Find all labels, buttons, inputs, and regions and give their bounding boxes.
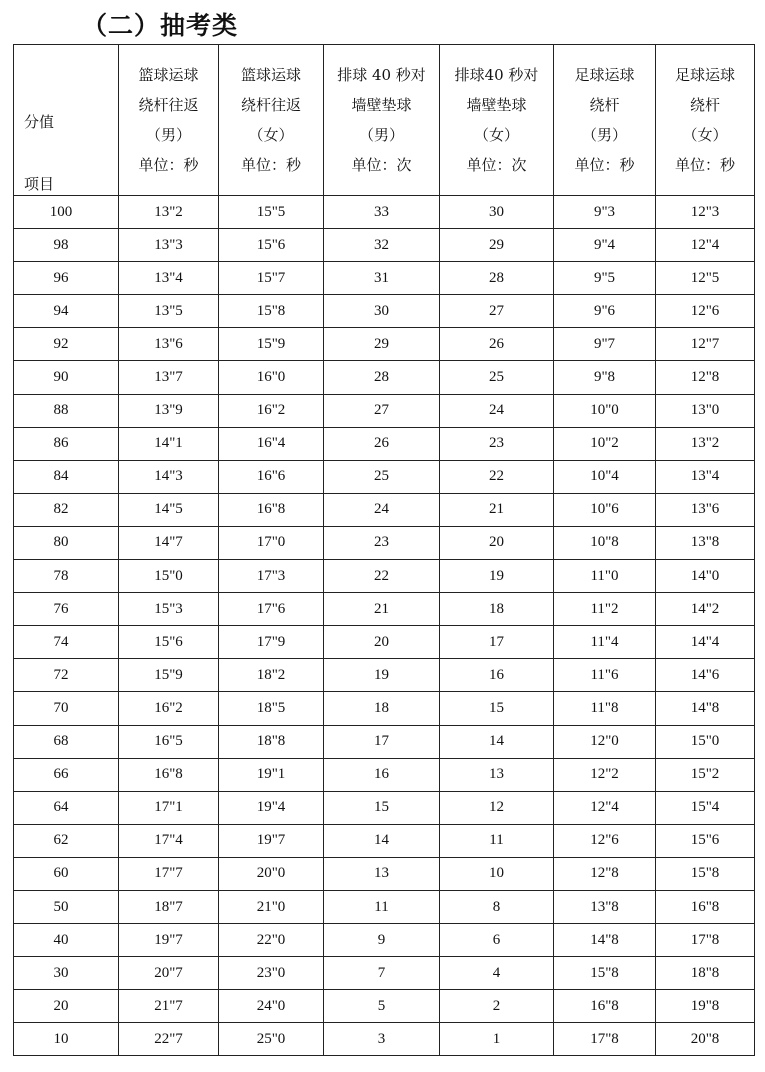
value-cell: 12"2 <box>554 758 656 791</box>
value-cell: 15"2 <box>656 758 755 791</box>
value-cell: 17"0 <box>219 526 324 559</box>
value-cell: 13 <box>324 857 440 890</box>
value-cell: 5 <box>324 990 440 1023</box>
value-cell: 11 <box>324 890 440 923</box>
column-header <box>219 45 324 196</box>
table-body <box>14 196 755 1056</box>
column-header-line: 足球运球 <box>674 66 735 84</box>
value-cell: 15"6 <box>119 626 219 659</box>
table-row <box>14 758 755 791</box>
value-cell: 9"6 <box>554 295 656 328</box>
value-cell: 13"9 <box>119 394 219 427</box>
value-cell: 16"6 <box>219 460 324 493</box>
column-header-line: 单位：秒 <box>138 156 199 174</box>
value-cell: 17"7 <box>119 857 219 890</box>
value-cell: 15"8 <box>219 295 324 328</box>
value-cell: 13"7 <box>119 361 219 394</box>
value-cell: 15 <box>440 692 554 725</box>
value-cell: 14 <box>440 725 554 758</box>
value-cell: 12"8 <box>656 361 755 394</box>
value-cell: 17"1 <box>119 791 219 824</box>
value-cell: 22"0 <box>219 924 324 957</box>
value-cell: 12"8 <box>554 857 656 890</box>
score-cell: 82 <box>14 493 119 526</box>
value-cell: 10 <box>440 857 554 890</box>
value-cell: 10"0 <box>554 394 656 427</box>
section-title: （二）抽考类 <box>82 11 239 40</box>
value-cell: 9"5 <box>554 262 656 295</box>
value-cell: 26 <box>440 328 554 361</box>
column-header-line: （男） <box>145 126 191 144</box>
table-row <box>14 791 755 824</box>
table-row <box>14 295 755 328</box>
value-cell: 20 <box>324 626 440 659</box>
value-cell: 13"8 <box>554 890 656 923</box>
score-cell: 94 <box>14 295 119 328</box>
value-cell: 4 <box>440 957 554 990</box>
value-cell: 15"6 <box>656 824 755 857</box>
column-header <box>119 45 219 196</box>
value-cell: 10"8 <box>554 526 656 559</box>
score-cell: 96 <box>14 262 119 295</box>
value-cell: 31 <box>324 262 440 295</box>
table-row <box>14 361 755 394</box>
table-row <box>14 229 755 262</box>
value-cell: 13"3 <box>119 229 219 262</box>
value-cell: 23 <box>324 526 440 559</box>
value-cell: 16 <box>440 659 554 692</box>
value-cell: 16"8 <box>554 990 656 1023</box>
value-cell: 19 <box>440 560 554 593</box>
value-cell: 12"7 <box>656 328 755 361</box>
value-cell: 19"7 <box>119 924 219 957</box>
value-cell: 11"2 <box>554 593 656 626</box>
score-cell: 98 <box>14 229 119 262</box>
value-cell: 17"9 <box>219 626 324 659</box>
value-cell: 14 <box>324 824 440 857</box>
value-cell: 13"5 <box>119 295 219 328</box>
value-cell: 16"8 <box>656 890 755 923</box>
value-cell: 9"3 <box>554 196 656 229</box>
value-cell: 28 <box>440 262 554 295</box>
value-cell: 11"0 <box>554 560 656 593</box>
value-cell: 16 <box>324 758 440 791</box>
value-cell: 9"7 <box>554 328 656 361</box>
score-cell: 78 <box>14 560 119 593</box>
score-cell: 66 <box>14 758 119 791</box>
column-header-line: 排球40 秒对 <box>454 66 539 84</box>
value-cell: 11"6 <box>554 659 656 692</box>
table-row <box>14 957 755 990</box>
value-cell: 21 <box>324 593 440 626</box>
value-cell: 30 <box>324 295 440 328</box>
value-cell: 23 <box>440 427 554 460</box>
table-row <box>14 990 755 1023</box>
score-cell: 10 <box>14 1023 119 1056</box>
score-cell: 50 <box>14 890 119 923</box>
table-row <box>14 890 755 923</box>
value-cell: 17"8 <box>554 1023 656 1056</box>
value-cell: 21 <box>440 493 554 526</box>
score-cell: 40 <box>14 924 119 957</box>
column-header-line: 单位：秒 <box>240 156 301 174</box>
value-cell: 1 <box>440 1023 554 1056</box>
column-header-line: 墙壁垫球 <box>351 96 412 114</box>
value-cell: 15"5 <box>219 196 324 229</box>
score-cell: 76 <box>14 593 119 626</box>
column-header-line: 篮球运球 <box>138 66 199 84</box>
value-cell: 13"2 <box>119 196 219 229</box>
value-cell: 29 <box>324 328 440 361</box>
value-cell: 25 <box>440 361 554 394</box>
value-cell: 14"8 <box>554 924 656 957</box>
score-cell: 30 <box>14 957 119 990</box>
table-row <box>14 824 755 857</box>
score-cell: 20 <box>14 990 119 1023</box>
value-cell: 16"0 <box>219 361 324 394</box>
value-cell: 15"8 <box>656 857 755 890</box>
column-header-line: （男） <box>358 126 404 144</box>
value-cell: 32 <box>324 229 440 262</box>
table-row <box>14 328 755 361</box>
column-header-line: 绕杆往返 <box>240 96 301 114</box>
column-header-line: 单位：次 <box>351 156 412 174</box>
column-header-line: 足球运球 <box>574 66 635 84</box>
value-cell: 10"6 <box>554 493 656 526</box>
corner-cell <box>14 45 119 196</box>
value-cell: 19"1 <box>219 758 324 791</box>
value-cell: 18"7 <box>119 890 219 923</box>
value-cell: 16"8 <box>219 493 324 526</box>
value-cell: 12"0 <box>554 725 656 758</box>
column-header-line: （女） <box>473 126 519 144</box>
table-row <box>14 924 755 957</box>
value-cell: 26 <box>324 427 440 460</box>
score-cell: 60 <box>14 857 119 890</box>
value-cell: 22 <box>324 560 440 593</box>
score-cell: 86 <box>14 427 119 460</box>
column-header <box>440 45 554 196</box>
value-cell: 14"2 <box>656 593 755 626</box>
value-cell: 13"8 <box>656 526 755 559</box>
value-cell: 24 <box>440 394 554 427</box>
value-cell: 24 <box>324 493 440 526</box>
column-header-line: 绕杆往返 <box>138 96 199 114</box>
value-cell: 18 <box>440 593 554 626</box>
table-row <box>14 692 755 725</box>
table-row <box>14 593 755 626</box>
value-cell: 18"2 <box>219 659 324 692</box>
value-cell: 18 <box>324 692 440 725</box>
value-cell: 17"8 <box>656 924 755 957</box>
value-cell: 15"9 <box>119 659 219 692</box>
value-cell: 8 <box>440 890 554 923</box>
score-cell: 64 <box>14 791 119 824</box>
table-row <box>14 626 755 659</box>
table-row <box>14 1023 755 1056</box>
value-cell: 15"0 <box>656 725 755 758</box>
value-cell: 13"4 <box>656 460 755 493</box>
value-cell: 16"8 <box>119 758 219 791</box>
value-cell: 13"0 <box>656 394 755 427</box>
value-cell: 2 <box>440 990 554 1023</box>
item-label: 项目 <box>24 175 55 193</box>
value-cell: 17 <box>324 725 440 758</box>
value-cell: 22"7 <box>119 1023 219 1056</box>
score-cell: 80 <box>14 526 119 559</box>
score-cell: 88 <box>14 394 119 427</box>
value-cell: 14"4 <box>656 626 755 659</box>
score-cell: 92 <box>14 328 119 361</box>
table-row <box>14 857 755 890</box>
value-cell: 11"4 <box>554 626 656 659</box>
value-cell: 14"0 <box>656 560 755 593</box>
value-cell: 3 <box>324 1023 440 1056</box>
column-header-line: 绕杆 <box>689 96 720 114</box>
score-cell: 100 <box>14 196 119 229</box>
table-row <box>14 394 755 427</box>
value-cell: 19"7 <box>219 824 324 857</box>
value-cell: 13"6 <box>656 493 755 526</box>
value-cell: 23"0 <box>219 957 324 990</box>
value-cell: 10"4 <box>554 460 656 493</box>
column-header-line: 墙壁垫球 <box>466 96 527 114</box>
table-row <box>14 196 755 229</box>
value-cell: 27 <box>324 394 440 427</box>
score-cell: 74 <box>14 626 119 659</box>
table-row <box>14 460 755 493</box>
score-cell: 62 <box>14 824 119 857</box>
score-cell: 72 <box>14 659 119 692</box>
header-row <box>14 45 755 196</box>
value-cell: 16"5 <box>119 725 219 758</box>
value-cell: 20 <box>440 526 554 559</box>
value-cell: 29 <box>440 229 554 262</box>
value-cell: 12"5 <box>656 262 755 295</box>
value-cell: 15"3 <box>119 593 219 626</box>
column-header <box>554 45 656 196</box>
column-header-line: 单位：秒 <box>574 156 635 174</box>
value-cell: 16"2 <box>119 692 219 725</box>
value-cell: 33 <box>324 196 440 229</box>
value-cell: 12 <box>440 791 554 824</box>
value-cell: 14"5 <box>119 493 219 526</box>
value-cell: 15"0 <box>119 560 219 593</box>
value-cell: 15"6 <box>219 229 324 262</box>
value-cell: 17"3 <box>219 560 324 593</box>
value-cell: 18"8 <box>219 725 324 758</box>
value-cell: 16"4 <box>219 427 324 460</box>
value-cell: 11 <box>440 824 554 857</box>
value-cell: 13"2 <box>656 427 755 460</box>
value-cell: 15"4 <box>656 791 755 824</box>
value-cell: 14"1 <box>119 427 219 460</box>
value-cell: 7 <box>324 957 440 990</box>
value-cell: 14"3 <box>119 460 219 493</box>
value-cell: 25"0 <box>219 1023 324 1056</box>
table-row <box>14 725 755 758</box>
score-label: 分值 <box>24 113 55 131</box>
value-cell: 13"4 <box>119 262 219 295</box>
score-cell: 84 <box>14 460 119 493</box>
column-header-line: 单位：次 <box>466 156 527 174</box>
value-cell: 15"9 <box>219 328 324 361</box>
value-cell: 18"5 <box>219 692 324 725</box>
value-cell: 25 <box>324 460 440 493</box>
value-cell: 17"4 <box>119 824 219 857</box>
value-cell: 6 <box>440 924 554 957</box>
column-header-line: 排球 40 秒对 <box>337 66 426 84</box>
table-row <box>14 427 755 460</box>
value-cell: 22 <box>440 460 554 493</box>
value-cell: 20"8 <box>656 1023 755 1056</box>
table-row <box>14 659 755 692</box>
value-cell: 27 <box>440 295 554 328</box>
value-cell: 19"8 <box>656 990 755 1023</box>
value-cell: 20"0 <box>219 857 324 890</box>
value-cell: 12"3 <box>656 196 755 229</box>
score-cell: 68 <box>14 725 119 758</box>
value-cell: 15 <box>324 791 440 824</box>
column-header <box>324 45 440 196</box>
value-cell: 19 <box>324 659 440 692</box>
column-header-line: （男） <box>581 126 627 144</box>
value-cell: 14"7 <box>119 526 219 559</box>
value-cell: 12"4 <box>656 229 755 262</box>
table-row <box>14 560 755 593</box>
value-cell: 14"8 <box>656 692 755 725</box>
value-cell: 9"4 <box>554 229 656 262</box>
value-cell: 10"2 <box>554 427 656 460</box>
value-cell: 11"8 <box>554 692 656 725</box>
value-cell: 13"6 <box>119 328 219 361</box>
value-cell: 9"8 <box>554 361 656 394</box>
column-header-line: （女） <box>248 126 294 144</box>
score-cell: 70 <box>14 692 119 725</box>
value-cell: 15"8 <box>554 957 656 990</box>
score-cell: 90 <box>14 361 119 394</box>
value-cell: 21"7 <box>119 990 219 1023</box>
value-cell: 17"6 <box>219 593 324 626</box>
value-cell: 12"4 <box>554 791 656 824</box>
table-row <box>14 262 755 295</box>
value-cell: 19"4 <box>219 791 324 824</box>
value-cell: 24"0 <box>219 990 324 1023</box>
column-header-line: 篮球运球 <box>240 66 301 84</box>
value-cell: 18"8 <box>656 957 755 990</box>
value-cell: 28 <box>324 361 440 394</box>
column-header <box>656 45 755 196</box>
value-cell: 30 <box>440 196 554 229</box>
value-cell: 20"7 <box>119 957 219 990</box>
column-header-line: （女） <box>682 126 728 144</box>
value-cell: 9 <box>324 924 440 957</box>
value-cell: 14"6 <box>656 659 755 692</box>
value-cell: 17 <box>440 626 554 659</box>
value-cell: 16"2 <box>219 394 324 427</box>
value-cell: 13 <box>440 758 554 791</box>
value-cell: 21"0 <box>219 890 324 923</box>
table-row <box>14 493 755 526</box>
score-table <box>13 44 755 1056</box>
column-header-line: 绕杆 <box>589 96 620 114</box>
table-row <box>14 526 755 559</box>
value-cell: 15"7 <box>219 262 324 295</box>
value-cell: 12"6 <box>554 824 656 857</box>
value-cell: 12"6 <box>656 295 755 328</box>
column-header-line: 单位：秒 <box>674 156 735 174</box>
